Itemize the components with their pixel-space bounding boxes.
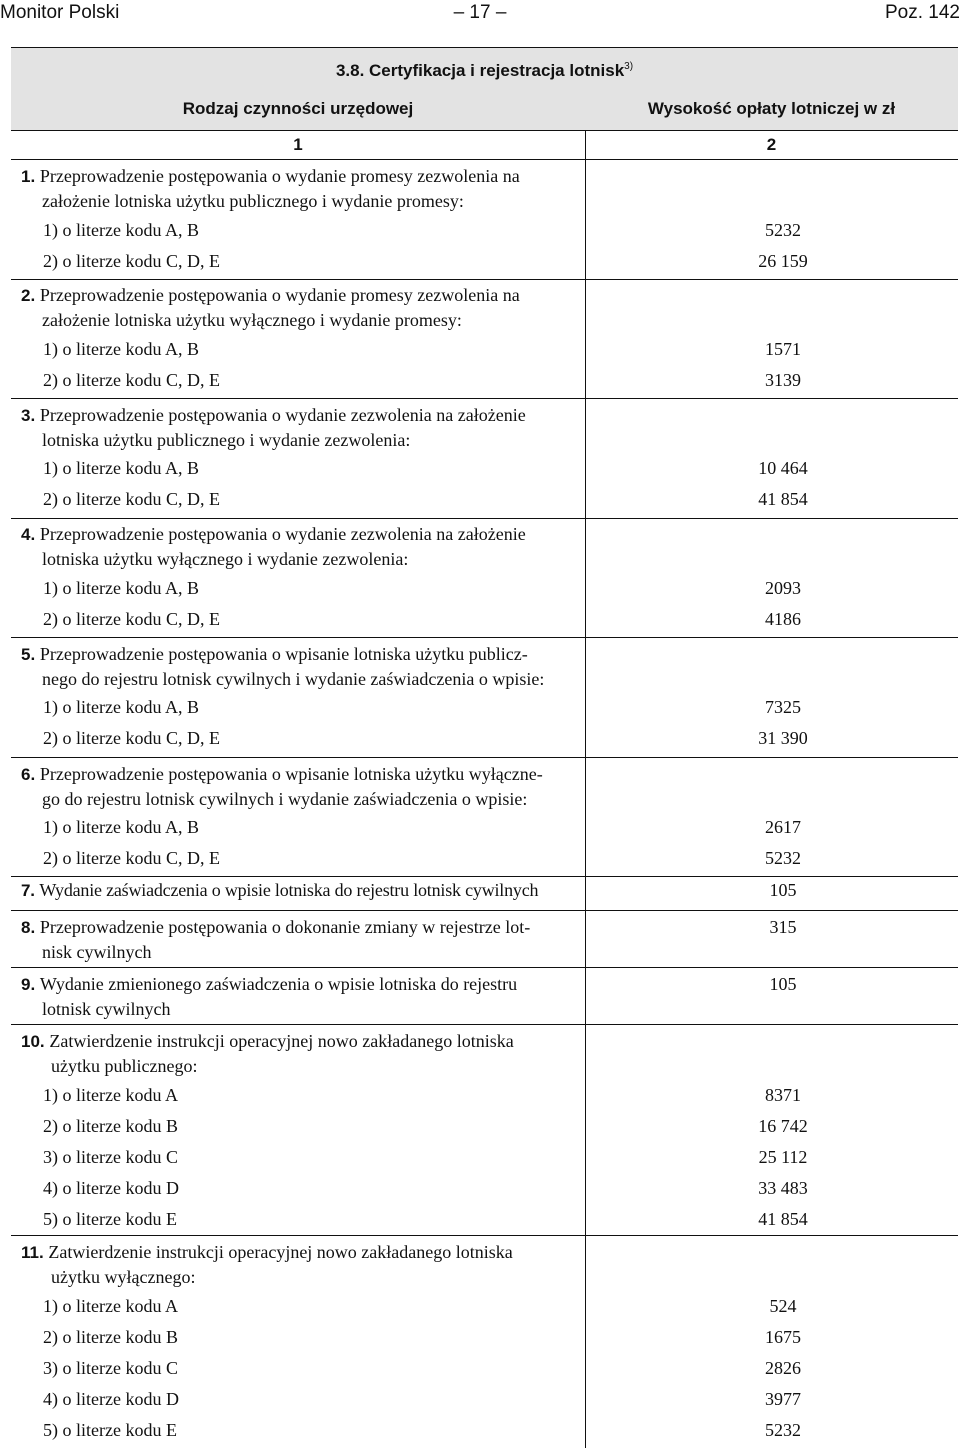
row-separator <box>11 876 958 877</box>
item-fee-value: 524 <box>769 1296 797 1316</box>
item-label: 2) o literze kodu C, D, E <box>43 251 220 271</box>
item-label: 5) o literze kodu E <box>43 1209 177 1229</box>
item-fee-value: 5232 <box>765 220 801 240</box>
publication-name: Monitor Polski <box>0 2 120 23</box>
section-heading <box>21 522 579 571</box>
section-line <box>21 915 579 940</box>
column-number-row <box>11 130 958 160</box>
section-text: Przeprowadzenie postępowania o wydanie promesy zezwolenia na <box>39 166 520 186</box>
section-heading <box>21 642 579 691</box>
section-line <box>21 1029 579 1054</box>
item-label: 1) o literze kodu A, B <box>43 817 199 837</box>
section-text: Zatwierdzenie instrukcji operacyjnej nowo zakładanego lotniska <box>48 1242 513 1262</box>
item-label: 4) o literze kodu D <box>43 1389 179 1409</box>
row-separator <box>11 398 958 399</box>
section-line <box>21 403 579 428</box>
section-text: Przeprowadzenie postępowania o wydanie zezwolenia na założenie <box>39 524 526 544</box>
item-label: 4) o literze kodu D <box>43 1178 179 1198</box>
section-heading <box>21 1240 579 1289</box>
row-separator <box>11 279 958 280</box>
item-fee-value: 1675 <box>765 1327 801 1347</box>
section-text: Przeprowadzenie postępowania o wpisanie lotniska użytku wyłączne- <box>39 764 543 784</box>
item-label: 1) o literze kodu A <box>43 1296 178 1316</box>
item-fee-value: 7325 <box>765 697 801 717</box>
item-label: 1) o literze kodu A, B <box>43 220 199 240</box>
item-label: 1) o literze kodu A, B <box>43 697 199 717</box>
item-fee-value: 1571 <box>765 339 801 359</box>
section-text-continued: założenie lotniska użytku wyłącznego i wydanie promesy: <box>42 310 462 330</box>
item-fee-value: 25 112 <box>758 1147 808 1167</box>
section-number: 10. <box>21 1032 50 1051</box>
section-heading <box>21 972 579 1021</box>
section-heading <box>21 164 579 213</box>
section-number: 7. <box>21 881 40 900</box>
item-fee-value: 5232 <box>765 848 801 868</box>
column-number-1: 1 <box>293 135 303 154</box>
item-label: 2) o literze kodu B <box>43 1116 178 1136</box>
item-label: 2) o literze kodu C, D, E <box>43 728 220 748</box>
table-title <box>11 60 958 82</box>
section-line <box>21 522 579 547</box>
item-label: 1) o literze kodu A <box>43 1085 178 1105</box>
section-text: Wydanie zmienionego zaświadczenia o wpisie lotniska do rejestru <box>39 974 518 994</box>
section-text-continued: użytku publicznego: <box>51 1056 198 1076</box>
section-number: 2. <box>21 286 40 305</box>
section-heading <box>21 878 591 903</box>
section-text: Zatwierdzenie instrukcji operacyjnej nowo zakładanego lotniska <box>49 1031 514 1051</box>
item-label: 3) o literze kodu C <box>43 1147 178 1167</box>
section-text-continued: lotnisk cywilnych <box>42 999 171 1019</box>
item-fee-value: 8371 <box>765 1085 801 1105</box>
section-text-continued: lotniska użytku wyłącznego i wydanie zezwolenia: <box>42 549 409 569</box>
position-number: Poz. 142 <box>885 2 960 23</box>
section-line <box>21 762 579 787</box>
item-label: 2) o literze kodu C, D, E <box>43 848 220 868</box>
section-number: 6. <box>21 765 40 784</box>
row-separator <box>11 757 958 758</box>
item-label: 3) o literze kodu C <box>43 1358 178 1378</box>
fee-value: 105 <box>769 974 797 994</box>
item-label: 2) o literze kodu C, D, E <box>43 489 220 509</box>
section-text: Przeprowadzenie postępowania o dokonanie zmiany w rejestrze lot- <box>39 917 531 937</box>
item-fee-value: 2826 <box>765 1358 801 1378</box>
section-text: Przeprowadzenie postępowania o wpisanie lotniska użytku publicz- <box>39 644 528 664</box>
item-fee-value: 3139 <box>765 370 801 390</box>
row-separator <box>11 910 958 911</box>
row-separator <box>11 967 958 968</box>
section-number: 1. <box>21 167 40 186</box>
item-label: 1) o literze kodu A, B <box>43 578 199 598</box>
row-separator <box>11 1024 958 1025</box>
section-number: 9. <box>21 975 40 994</box>
row-separator <box>11 637 958 638</box>
fee-value: 105 <box>769 880 797 900</box>
section-text-continued: użytku wyłącznego: <box>51 1267 196 1287</box>
section-text-continued: go do rejestru lotnisk cywilnych i wydanie zaświadczenia o wpisie: <box>42 789 528 809</box>
section-text: Wydanie zaświadczenia o wpisie lotniska do rejestru lotnisk cywilnych <box>39 880 539 900</box>
section-heading <box>21 403 579 452</box>
column-header-fee: Wysokość opłaty lotniczej w zł <box>647 99 896 118</box>
item-fee-value: 31 390 <box>758 728 808 748</box>
column-divider <box>585 130 586 1448</box>
section-heading <box>21 915 579 964</box>
section-heading <box>21 762 579 811</box>
section-number: 8. <box>21 918 40 937</box>
item-fee-value: 26 159 <box>758 251 808 271</box>
section-heading <box>21 283 579 332</box>
section-line <box>21 972 579 997</box>
section-text: Przeprowadzenie postępowania o wydanie promesy zezwolenia na <box>39 285 520 305</box>
section-line <box>21 1240 579 1265</box>
item-fee-value: 41 854 <box>758 1209 808 1229</box>
fee-table <box>11 47 958 1448</box>
item-label: 2) o literze kodu C, D, E <box>43 609 220 629</box>
section-number: 4. <box>21 525 40 544</box>
footnote-marker: 3) <box>624 61 634 72</box>
item-fee-value: 2093 <box>765 578 801 598</box>
row-separator <box>11 1235 958 1236</box>
item-fee-value: 10 464 <box>758 458 808 478</box>
item-fee-value: 3977 <box>765 1389 801 1409</box>
fee-value: 315 <box>769 917 797 937</box>
item-label: 1) o literze kodu A, B <box>43 458 199 478</box>
item-fee-value: 41 854 <box>758 489 808 509</box>
section-text-continued: lotniska użytku publicznego i wydanie zezwolenia: <box>42 430 411 450</box>
item-fee-value: 5232 <box>765 1420 801 1440</box>
item-label: 5) o literze kodu E <box>43 1420 177 1440</box>
item-label: 2) o literze kodu C, D, E <box>43 370 220 390</box>
row-separator <box>11 518 958 519</box>
item-fee-value: 16 742 <box>758 1116 808 1136</box>
section-number: 5. <box>21 645 40 664</box>
column-number-2: 2 <box>766 135 777 154</box>
section-text-continued: nisk cywilnych <box>42 942 152 962</box>
item-fee-value: 33 483 <box>758 1178 808 1198</box>
item-label: 1) o literze kodu A, B <box>43 339 199 359</box>
section-text: Przeprowadzenie postępowania o wydanie zezwolenia na założenie <box>39 405 526 425</box>
running-header <box>0 0 960 26</box>
page-number: – 17 – <box>453 2 507 23</box>
section-line <box>21 878 591 903</box>
section-text-continued: założenie lotniska użytku publicznego i wydanie promesy: <box>42 191 464 211</box>
section-number: 3. <box>21 406 40 425</box>
section-line <box>21 283 579 308</box>
item-label: 2) o literze kodu B <box>43 1327 178 1347</box>
item-fee-value: 2617 <box>765 817 801 837</box>
section-line <box>21 164 579 189</box>
section-text-continued: nego do rejestru lotnisk cywilnych i wydanie zaświadczenia o wpisie: <box>42 669 545 689</box>
section-line <box>21 642 579 667</box>
section-number: 11. <box>21 1243 49 1262</box>
table-title-text: 3.8. Certyfikacja i rejestracja lotnisk <box>335 61 625 80</box>
section-heading <box>21 1029 579 1078</box>
item-fee-value: 4186 <box>765 609 801 629</box>
column-header-activity: Rodzaj czynności urzędowej <box>182 99 414 118</box>
